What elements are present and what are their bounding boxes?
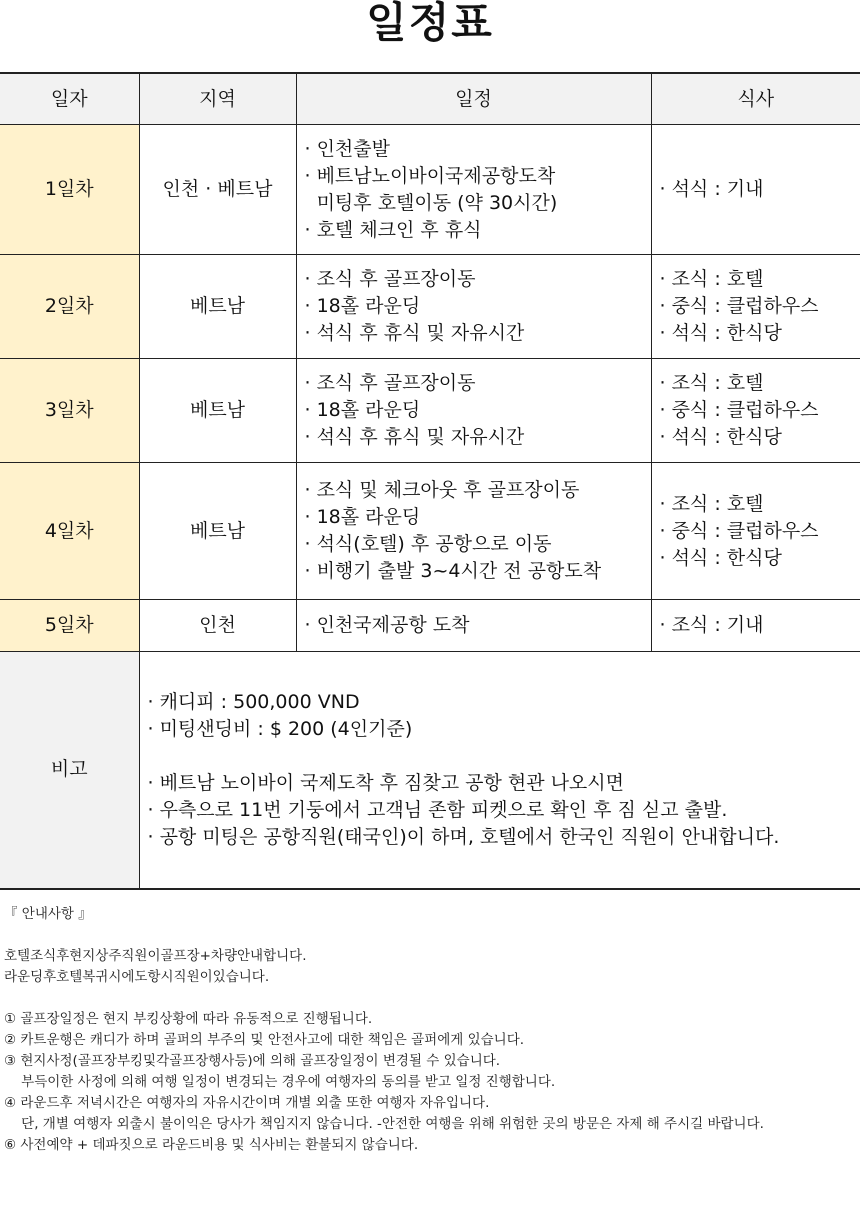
note-body <box>139 652 860 889</box>
note-label: 비고 <box>0 652 139 889</box>
note-line: · 공항 미팅은 공항직원(태국인)이 하며, 호텔에서 한국인 직원이 안내합니다. <box>147 825 780 848</box>
meal-item: · 조식 : 호텔 <box>659 268 764 290</box>
meal-item: · 조식 : 호텔 <box>659 372 764 394</box>
guide-line: 부득이한 사정에 의해 여행 일정이 변경되는 경우에 여행자의 동의를 받고 일정 진행합니다. <box>4 1074 556 1090</box>
meal-cell <box>651 600 860 652</box>
schedule-item: · 석식 후 휴식 및 자유시간 <box>304 322 525 344</box>
guide-line: 단, 개별 여행자 외출시 불이익은 당사가 책임지지 않습니다. -안전한 여행을 위해 위험한 곳의 방문은 자제 해 주시길 바랍니다. <box>4 1116 764 1132</box>
schedule-item: · 인천국제공항 도착 <box>304 614 470 636</box>
schedule-item: · 18홀 라운딩 <box>304 399 421 421</box>
table-row <box>0 463 860 600</box>
meal-cell <box>651 359 860 463</box>
day-cell: 5일차 <box>0 600 139 652</box>
meal-item: · 중식 : 클럽하우스 <box>659 295 819 317</box>
note-line: · 우측으로 11번 기둥에서 고객님 존함 피켓으로 확인 후 짐 싣고 출발. <box>147 798 728 821</box>
guide-spacer <box>4 925 856 946</box>
guide-line: ③ 현지사정(골프장부킹및각골프장행사등)에 의해 골프장일정이 변경될 수 있습니다. <box>4 1053 501 1069</box>
note-line: · 베트남 노이바이 국제도착 후 짐찾고 공항 현관 나오시면 <box>147 771 624 794</box>
schedule-cell <box>296 125 651 255</box>
schedule-item: · 18홀 라운딩 <box>304 506 421 528</box>
meal-item: · 조식 : 호텔 <box>659 492 764 515</box>
header-day: 일자 <box>0 73 139 125</box>
schedule-item: 미팅후 호텔이동 (약 30시간) <box>304 191 558 214</box>
region-cell: 베트남 <box>139 255 296 359</box>
guide-line: ④ 라운드후 저녁시간은 여행자의 자유시간이며 개별 외출 또한 여행자 자유입니다. <box>4 1095 490 1111</box>
table-row <box>0 125 860 255</box>
note-spacer <box>148 743 853 770</box>
guide-line: ② 카트운행은 캐디가 하며 골퍼의 부주의 및 안전사고에 대한 책임은 골퍼에게 있습니다. <box>4 1032 525 1048</box>
schedule-item: · 석식 후 휴식 및 자유시간 <box>304 426 525 448</box>
schedule-item: · 조식 후 골프장이동 <box>304 268 476 290</box>
day-cell: 1일차 <box>0 125 139 255</box>
meal-item: · 조식 : 기내 <box>659 614 764 636</box>
meal-item: · 중식 : 클럽하우스 <box>659 399 819 421</box>
table-row <box>0 359 860 463</box>
schedule-item: · 베트남노이바이국제공항도착 <box>304 164 556 187</box>
page-title: 일정표 <box>366 0 494 47</box>
guide-section <box>4 904 856 1156</box>
schedule-item: · 조식 및 체크아웃 후 골프장이동 <box>304 479 580 501</box>
table-row <box>0 255 860 359</box>
note-line: · 캐디피 : 500,000 VND <box>147 690 360 713</box>
region-cell: 베트남 <box>139 359 296 463</box>
schedule-item: · 석식(호텔) 후 공항으로 이동 <box>304 533 552 555</box>
guide-heading: 『 안내사항 』 <box>4 906 92 922</box>
guide-line: 라운딩후호텔복귀시에도항시직원이있습니다. <box>4 969 270 985</box>
itinerary-table <box>0 72 860 890</box>
header-region: 지역 <box>139 73 296 125</box>
region-cell: 인천 · 베트남 <box>139 125 296 255</box>
guide-spacer <box>4 988 856 1009</box>
guide-line: ⑥ 사전예약 + 데파짓으로 라운드비용 및 식사비는 환불되지 않습니다. <box>4 1137 419 1153</box>
note-row <box>0 652 860 889</box>
schedule-item: · 인천출발 <box>304 137 390 160</box>
schedule-item: · 호텔 체크인 후 휴식 <box>304 218 482 241</box>
schedule-cell <box>296 255 651 359</box>
region-cell: 베트남 <box>139 463 296 600</box>
schedule-item: · 조식 후 골프장이동 <box>304 372 476 394</box>
schedule-cell <box>296 463 651 600</box>
day-cell: 3일차 <box>0 359 139 463</box>
guide-line: ① 골프장일정은 현지 부킹상황에 따라 유동적으로 진행됩니다. <box>4 1011 373 1027</box>
meal-item: · 석식 : 한식당 <box>659 322 782 344</box>
meal-item: · 석식 : 한식당 <box>659 426 782 448</box>
day-cell: 4일차 <box>0 463 139 600</box>
schedule-item: · 비행기 출발 3~4시간 전 공항도착 <box>304 560 602 582</box>
guide-line: 호텔조식후현지상주직원이골프장+차량안내합니다. <box>4 948 307 964</box>
note-line: · 미팅샌딩비 : $ 200 (4인기준) <box>147 717 413 740</box>
day-cell: 2일차 <box>0 255 139 359</box>
meal-cell <box>651 255 860 359</box>
meal-item: · 석식 : 한식당 <box>659 546 782 569</box>
meal-cell <box>651 463 860 600</box>
meal-cell <box>651 125 860 255</box>
header-meals: 식사 <box>651 73 860 125</box>
region-cell: 인천 <box>139 600 296 652</box>
meal-item: · 석식 : 기내 <box>659 178 764 200</box>
schedule-cell <box>296 359 651 463</box>
table-row <box>0 600 860 652</box>
header-schedule: 일정 <box>296 73 651 125</box>
meal-item: · 중식 : 클럽하우스 <box>659 519 819 542</box>
schedule-cell <box>296 600 651 652</box>
schedule-item: · 18홀 라운딩 <box>304 295 421 317</box>
table-header-row <box>0 73 860 125</box>
